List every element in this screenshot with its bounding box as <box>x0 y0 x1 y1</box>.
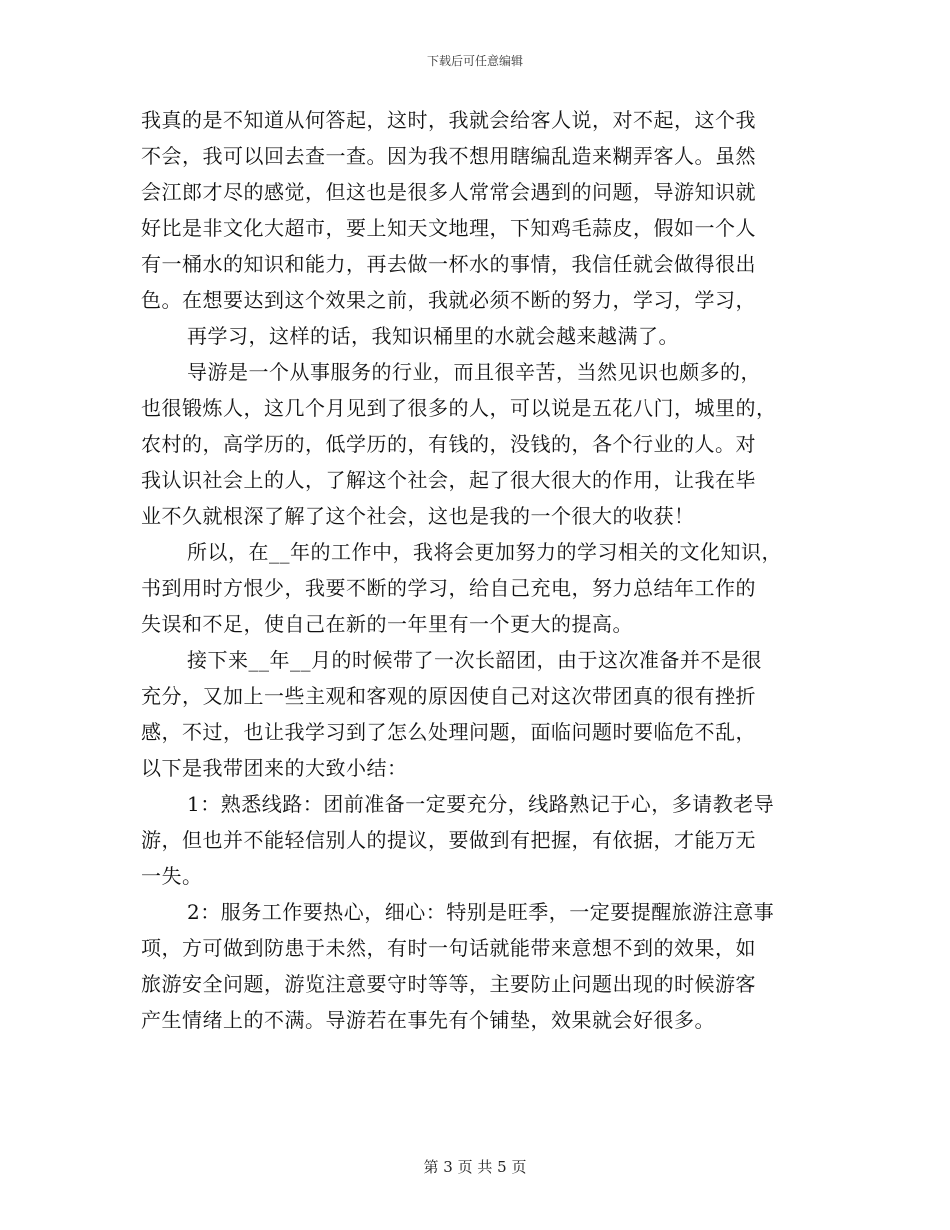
text-line: 充分，又加上一些主观和客观的原因使自己对这次带团真的很有挫折 <box>141 684 756 708</box>
text-line: 游，但也并不能轻信别人的提议，要做到有把握，有依据，才能万无 <box>141 828 756 852</box>
text-line: 接下来__年__月的时候带了一次长韶团，由于这次准备并不是很 <box>187 648 762 672</box>
text-line: 农村的，高学历的，低学历的，有钱的，没钱的，各个行业的人。对 <box>141 432 756 456</box>
text-line: 好比是非文化大超市，要上知天文地理，下知鸡毛蒜皮，假如一个人 <box>141 216 756 240</box>
text-line: 有一桶水的知识和能力，再去做一杯水的事情，我信任就会做得很出 <box>141 252 756 276</box>
text-line: 导游是一个从事服务的行业，而且很辛苦，当然见识也颇多的， <box>187 360 761 384</box>
text-line: 旅游安全问题，游览注意要守时等等，主要防止问题出现的时候游客 <box>141 972 756 996</box>
text-line: 感，不过，也让我学习到了怎么处理问题，面临问题时要临危不乱， <box>141 720 756 744</box>
page-header: 下载后可任意编辑 <box>426 54 523 68</box>
text-line: 我认识社会上的人，了解这个社会，起了很大很大的作用，让我在毕 <box>141 468 756 492</box>
text-line: 再学习，这样的话，我知识桶里的水就会越来越满了。 <box>187 324 679 348</box>
body-text <box>141 102 809 1038</box>
text-line: 色。在想要达到这个效果之前，我就必须不断的努力，学习，学习， <box>141 288 756 312</box>
page-footer: 第 3 页 共 5 页 <box>423 1158 527 1176</box>
text-line: 一失。 <box>141 864 203 888</box>
text-line: 也很锻炼人，这几个月见到了很多的人，可以说是五花八门，城里的， <box>141 396 777 420</box>
text-line: 失误和不足，使自己在新的一年里有一个更大的提高。 <box>141 612 633 636</box>
text-line: 1：熟悉线路：团前准备一定要充分，线路熟记于心，多请教老导 <box>187 792 775 816</box>
text-line: 所以，在__年的工作中，我将会更加努力的学习相关的文化知识， <box>187 540 782 564</box>
text-line: 2：服务工作要热心，细心：特别是旺季，一定要提醒旅游注意事 <box>187 900 775 924</box>
text-line: 产生情绪上的不满。导游若在事先有个铺垫，效果就会好很多。 <box>141 1008 715 1032</box>
text-line: 书到用时方恨少，我要不断的学习，给自己充电，努力总结年工作的 <box>141 576 756 600</box>
text-line: 不会，我可以回去查一查。因为我不想用瞎编乱造来糊弄客人。虽然 <box>141 144 756 168</box>
text-line: 会江郎才尽的感觉，但这也是很多人常常会遇到的问题，导游知识就 <box>141 180 756 204</box>
text-line: 项，方可做到防患于未然，有时一句话就能带来意想不到的效果，如 <box>141 936 756 960</box>
text-line: 我真的是不知道从何答起，这时，我就会给客人说，对不起，这个我 <box>141 108 756 132</box>
text-line: 以下是我带团来的大致小结： <box>141 756 408 780</box>
text-line: 业不久就根深了解了这个社会，这也是我的一个很大的收获！ <box>141 504 695 528</box>
